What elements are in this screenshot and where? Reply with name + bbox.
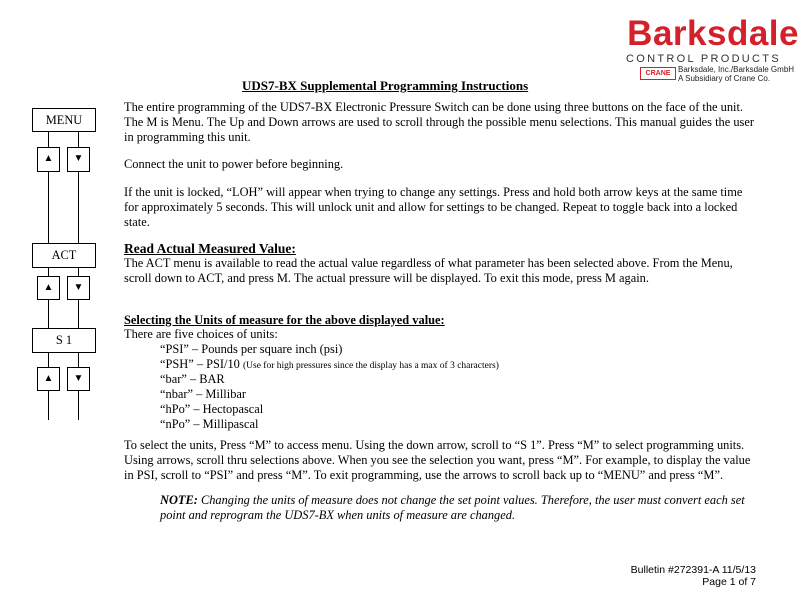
intro-paragraph: The entire programming of the UDS7-BX Electronic Pressure Switch can be done using three buttons on the face of the unit. The M is Menu. The Up and Down arrows are used to scroll through the possible menu selections. This manual guides the user in programming this unit. — [124, 100, 754, 144]
footer — [631, 564, 756, 588]
note-label: NOTE: — [160, 493, 198, 507]
units-intro: There are five choices of units: — [124, 327, 278, 341]
read-paragraph: The ACT menu is available to read the actual value regardless of what parameter has been selected above. From the Menu, scroll down to ACT, and press M. The actual pressure will be displayed. To exit this mode, press M again. — [124, 256, 733, 285]
page-title: UDS7-BX Supplemental Programming Instructions — [242, 78, 529, 93]
brand-logo: Barksdale — [627, 14, 799, 53]
act-display: ACT — [32, 243, 96, 268]
up-arrow-button[interactable]: ▲ — [37, 147, 60, 172]
unit-item: “bar” – BAR — [160, 372, 225, 386]
down-arrow-button[interactable]: ▼ — [67, 367, 90, 391]
company-info — [678, 65, 794, 83]
crane-badge: CRANE — [640, 67, 676, 80]
down-arrow-button[interactable]: ▼ — [67, 276, 90, 300]
s1-display: S 1 — [32, 328, 96, 353]
company-line-1: Barksdale, Inc./Barksdale GmbH — [678, 65, 795, 74]
unit-item: “nbar” – Millibar — [160, 387, 247, 401]
menu-display: MENU — [32, 108, 96, 132]
unit-item: “hPo” – Hectopascal — [160, 402, 264, 416]
read-heading: Read Actual Measured Value: — [124, 241, 296, 256]
select-paragraph: To select the units, Press “M” to access menu. Using the down arrow, scroll to “S 1”. Press “M” to select programming units. Using arrows, scroll thru selections above. When you see the selection you want, press “M”. For example, to display the value in PSI, scroll to “PSI” and press “M”. To exit programming, use the arrows to scroll back up to “MENU” and press “M”. — [124, 438, 751, 482]
bulletin-number: Bulletin #272391-A 11/5/13 — [630, 564, 756, 576]
down-arrow-button[interactable]: ▼ — [67, 147, 90, 172]
connect-paragraph: Connect the unit to power before beginning. — [124, 157, 344, 171]
note-paragraph: NOTE: Changing the units of measure does not change the set point values. Therefore, the user must convert each set point and reprogram the UDS7-BX when units of measure are changed. — [160, 493, 745, 522]
page-number: Page 1 of 7 — [702, 576, 756, 588]
units-heading: Selecting the Units of measure for the above displayed value: — [124, 313, 445, 327]
unit-item: “PSH” – PSI/10 (Use for high pressures since the display has a max of 3 characters) — [160, 357, 499, 371]
unit-item: “PSI” – Pounds per square inch (psi) — [160, 342, 343, 356]
locked-paragraph: If the unit is locked, “LOH” will appear when trying to change any settings. Press and hold both arrow keys at the same time for approximately 5 seconds. This will unlock unit and allow for settings to be changed. Repeat to toggle back into a locked state. — [124, 185, 743, 229]
brand-tagline: CONTROL PRODUCTS — [626, 53, 781, 65]
unit-item: “nPo” – Millipascal — [160, 417, 259, 431]
up-arrow-button[interactable]: ▲ — [37, 367, 60, 391]
up-arrow-button[interactable]: ▲ — [37, 276, 60, 300]
company-line-2: A Subsidiary of Crane Co. — [678, 74, 771, 83]
